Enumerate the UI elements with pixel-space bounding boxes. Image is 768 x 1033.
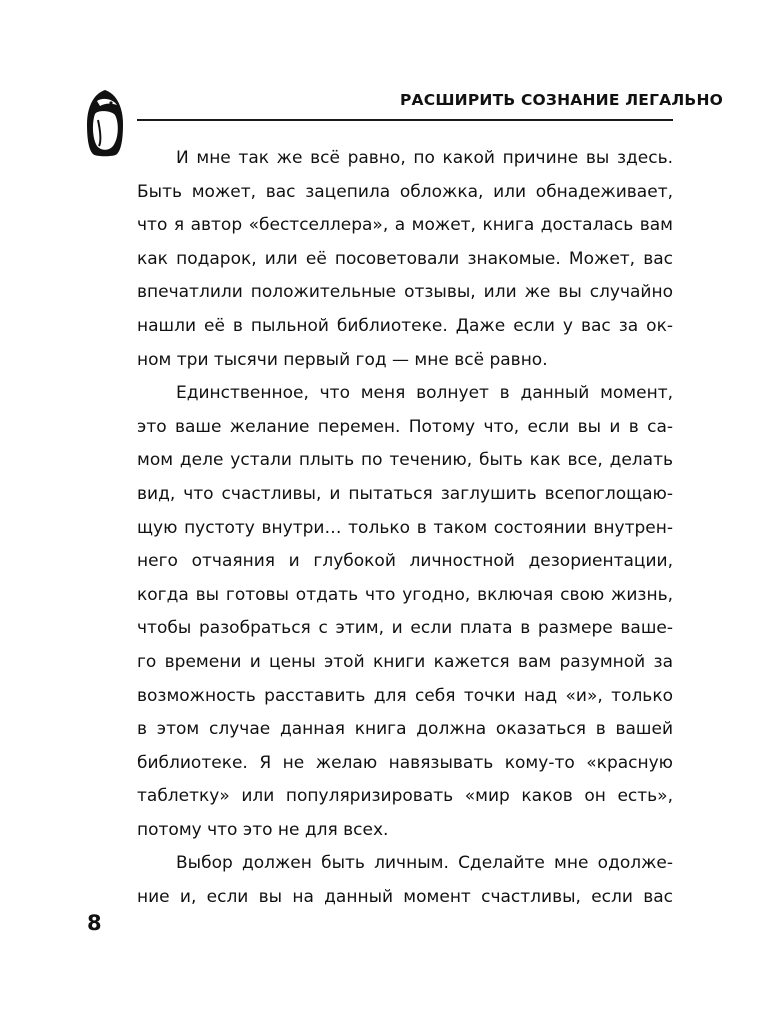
page-number: 8	[87, 911, 102, 935]
text-line: в этом случае данная книга должна оказаться в вашей	[137, 719, 673, 740]
text-line: него отчаяния и глубокой личностной дезориентации,	[137, 551, 673, 572]
penguin-logo-icon	[83, 88, 127, 158]
text-line: как подарок, или её посоветовали знакомые. Может, вас	[137, 248, 673, 269]
text-line: нашли её в пыльной библиотеке. Даже если у вас за ок-	[137, 315, 673, 336]
text-line: впечатлили положительные отзывы, или же вы случайно	[137, 282, 673, 303]
text-line: Выбор должен быть личным. Сделайте мне одолже-	[176, 853, 673, 874]
running-head: РАСШИРИТЬ СОЗНАНИЕ ЛЕГАЛЬНО	[400, 91, 723, 109]
text-line: И мне так же всё равно, по какой причине вы здесь.	[176, 148, 673, 168]
body-text	[137, 142, 673, 915]
text-line: это ваше желание перемен. Потому что, если вы и в са-	[137, 416, 673, 437]
text-line: мом деле устали плыть по течению, быть как все, делать	[137, 450, 673, 471]
text-line: что я автор «бестселлера», а может, книга досталась вам	[137, 215, 673, 236]
text-line: когда вы готовы отдать что угодно, включая свою жизнь,	[137, 584, 673, 605]
text-line: ном три тысячи первый год — мне всё равно.	[137, 349, 548, 370]
header-rule	[137, 119, 673, 121]
text-line: Единственное, что меня волнует в данный момент,	[176, 383, 673, 404]
text-line: возможность расставить для себя точки над «и», только	[137, 685, 673, 706]
text-line: ние и, если вы на данный момент счастливы, если вас	[137, 887, 673, 908]
text-line: библиотеке. Я не желаю навязывать кому-то «красную	[137, 752, 673, 773]
text-line: Быть может, вас зацепила обложка, или обнадеживает,	[137, 181, 673, 202]
text-line: таблетку» или популяризировать «мир каков он есть»,	[137, 786, 673, 807]
text-line: потому что это не для всех.	[137, 819, 389, 840]
text-line: чтобы разобраться с этим, и если плата в размере ваше-	[137, 618, 673, 639]
text-line: вид, что счастливы, и пытаться заглушить всепоглощаю-	[137, 483, 673, 504]
text-line: щую пустоту внутри… только в таком состоянии внутрен-	[137, 517, 673, 538]
text-line: го времени и цены этой книги кажется вам разумной за	[137, 651, 673, 672]
